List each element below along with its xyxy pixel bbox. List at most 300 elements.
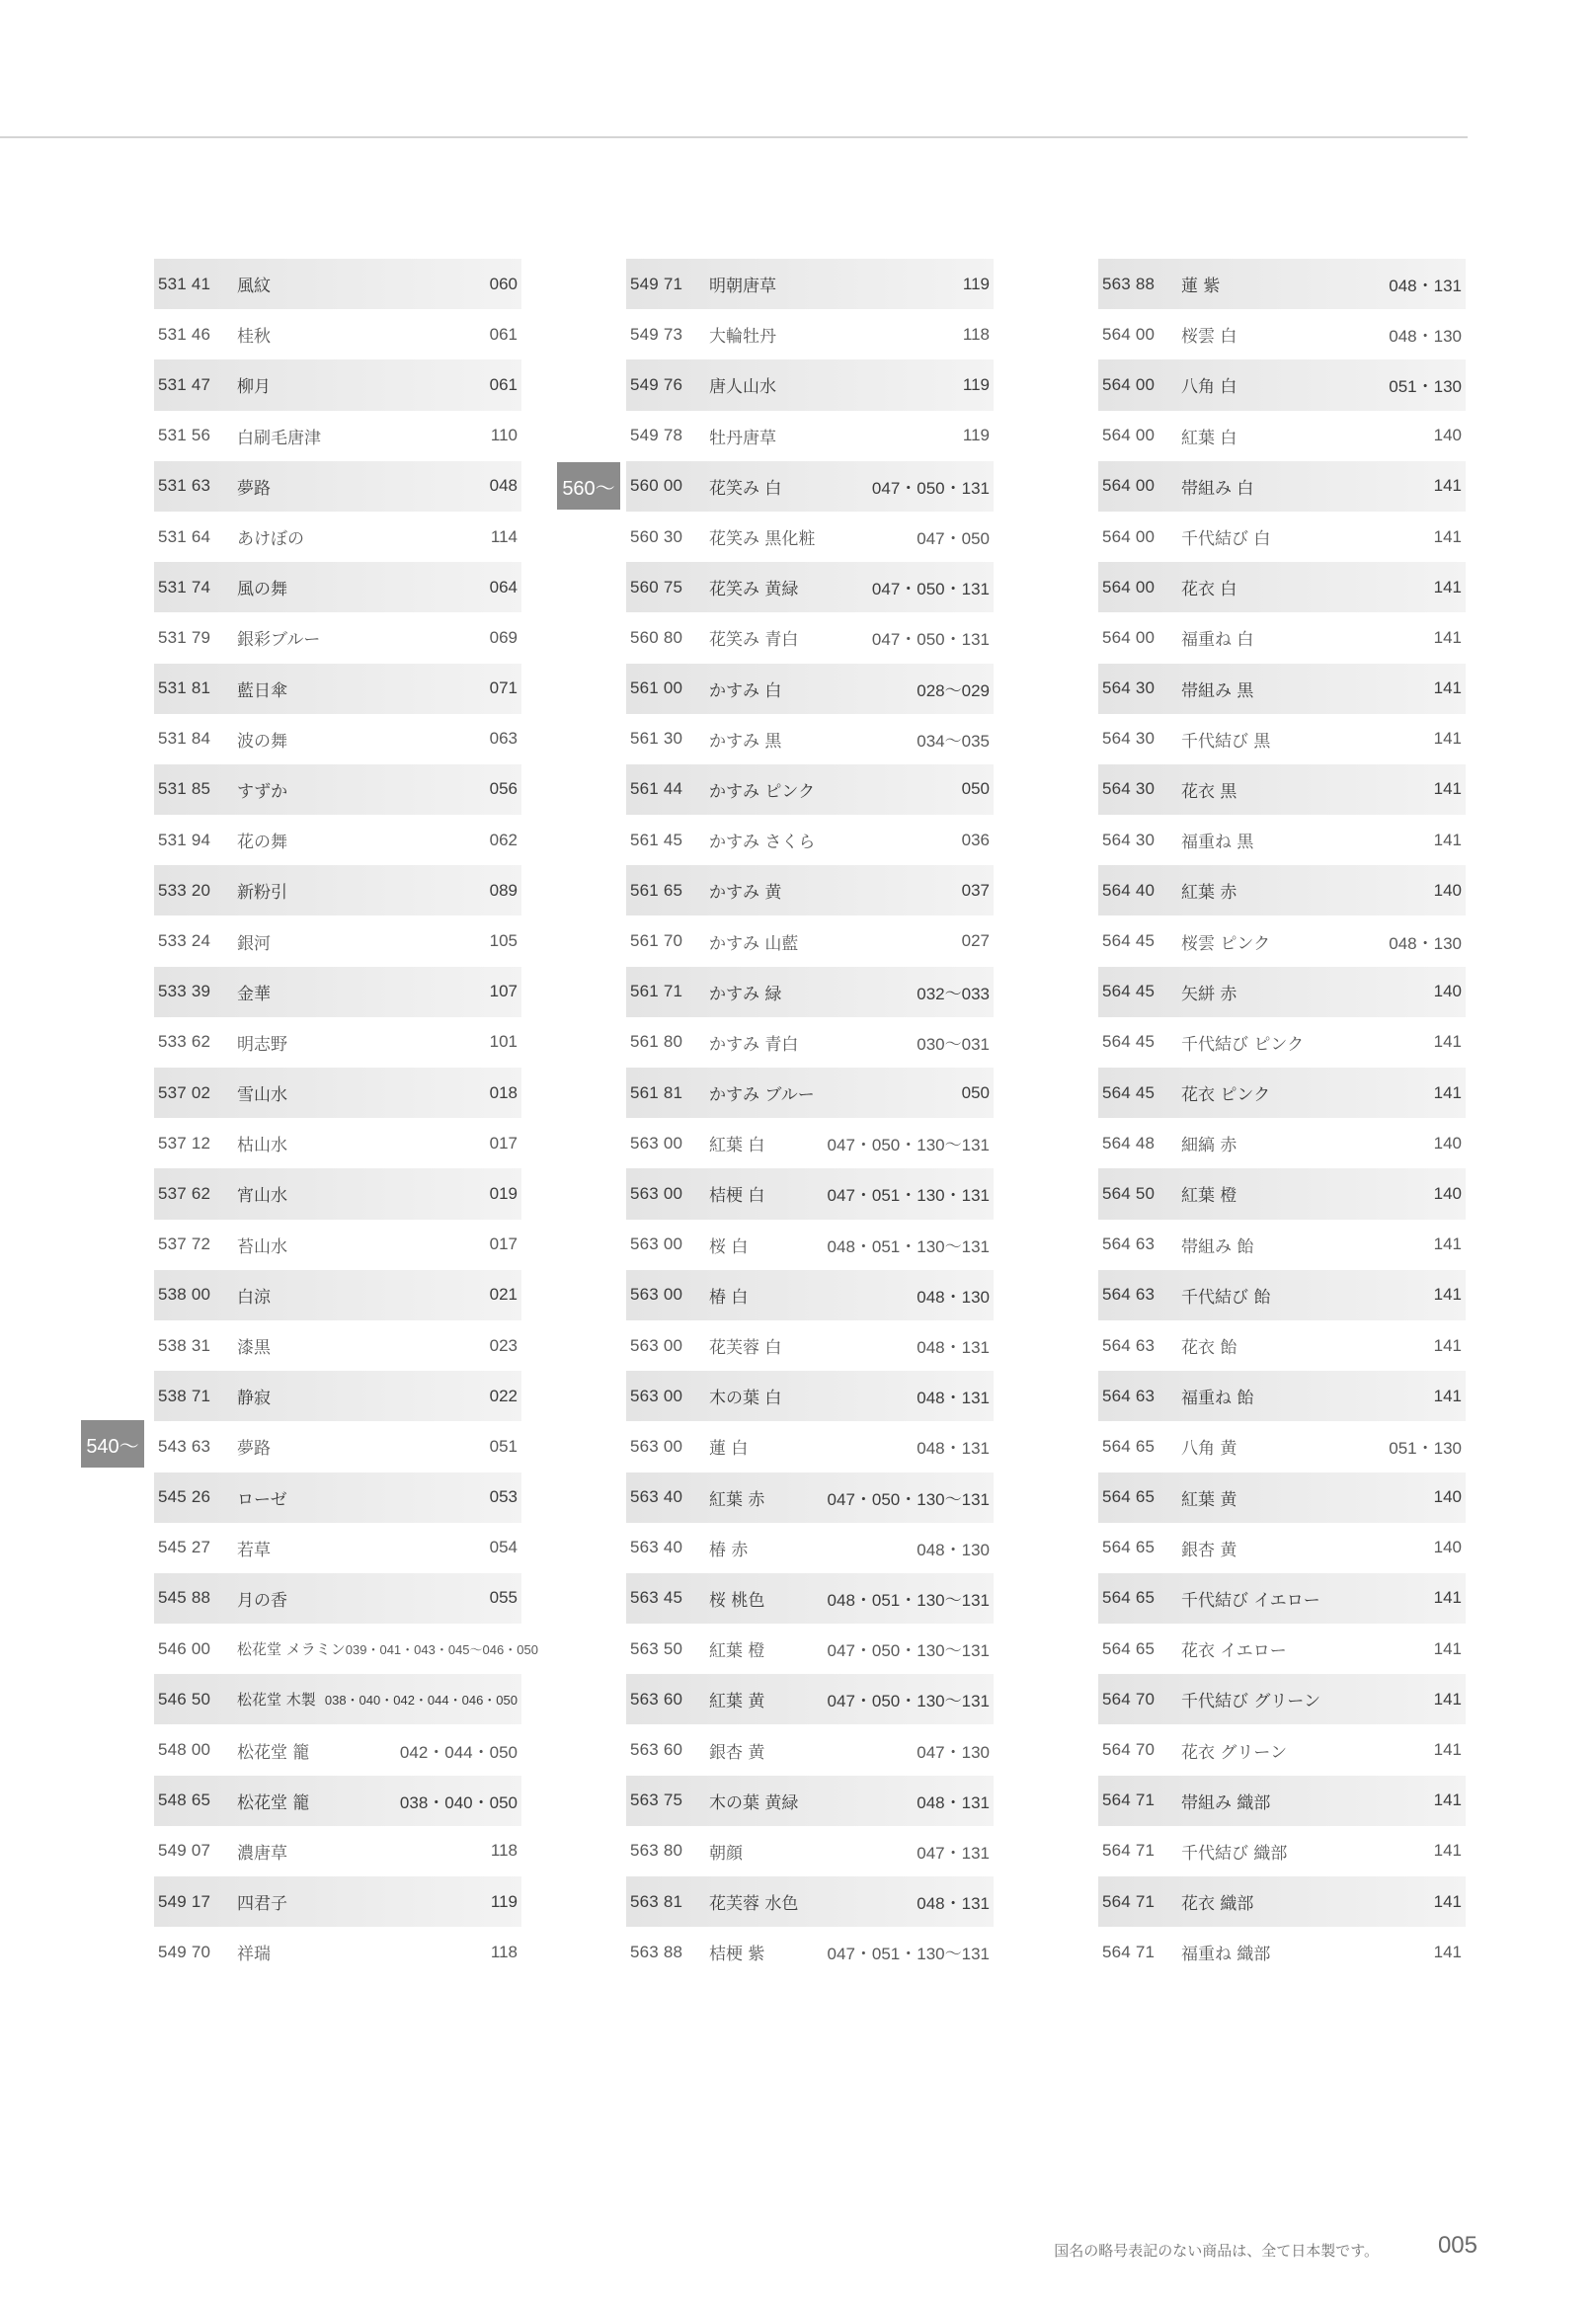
index-row (154, 1927, 521, 1977)
page-reference: 038・040・042・044・046・050 (324, 1693, 518, 1709)
index-row (626, 461, 994, 512)
page-reference: 051・130 (1389, 1439, 1462, 1459)
index-row (154, 1674, 521, 1724)
index-row (154, 259, 521, 309)
product-name: 細縞 赤 (1181, 1136, 1237, 1156)
product-name: 花芙蓉 水色 (709, 1894, 799, 1915)
product-code: 564 50 (1102, 1183, 1156, 1203)
page-reference: 047・050・130～131 (827, 1641, 990, 1661)
product-name: 千代結び 白 (1181, 529, 1271, 550)
product-code: 549 76 (630, 374, 683, 394)
product-code: 563 88 (1102, 274, 1156, 293)
page-reference: 032～033 (917, 984, 990, 1003)
product-code: 560 75 (630, 577, 683, 597)
product-code: 563 00 (630, 1234, 683, 1254)
product-code: 564 45 (1102, 982, 1156, 1001)
product-name: 八角 黄 (1181, 1439, 1237, 1460)
page-reference: 051・130 (1389, 377, 1462, 397)
page-reference: 048・130 (917, 1540, 990, 1559)
index-row (1098, 815, 1466, 865)
product-code: 531 41 (158, 274, 211, 293)
product-code: 563 00 (630, 1285, 683, 1305)
product-name: 花笑み 黒化粧 (709, 529, 816, 550)
page-reference: 063 (489, 729, 518, 749)
index-row (1098, 1826, 1466, 1876)
page-reference: 119 (490, 1891, 518, 1911)
product-name: 紅葉 白 (1181, 428, 1237, 448)
product-code: 563 00 (630, 1436, 683, 1456)
index-row (626, 1017, 994, 1068)
page-reference: 141 (1433, 830, 1462, 849)
product-code: 564 30 (1102, 678, 1156, 698)
index-row (154, 562, 521, 612)
product-name: 帯組み 黒 (1181, 680, 1254, 701)
product-code: 531 64 (158, 526, 211, 546)
product-name: かすみ 青白 (709, 1034, 799, 1055)
product-name: 千代結び 飴 (1181, 1287, 1271, 1308)
product-code: 549 78 (630, 426, 683, 445)
product-code: 563 81 (630, 1891, 683, 1911)
product-name: 花の舞 (237, 833, 287, 853)
index-row (626, 612, 994, 663)
product-name: 紅葉 赤 (1181, 883, 1237, 904)
index-row (154, 1421, 521, 1472)
product-name: かすみ 黄 (709, 883, 782, 904)
footer-note: 国名の略号表記のない商品は、全て日本製です。 (1054, 2242, 1379, 2260)
product-code: 546 00 (158, 1638, 211, 1658)
page-reference: 048・131 (917, 1439, 990, 1459)
page-reference: 048・131 (1389, 277, 1462, 296)
product-name: 八角 白 (1181, 377, 1237, 398)
page-reference: 047・050・130～131 (827, 1136, 990, 1155)
product-name: 苔山水 (237, 1236, 287, 1257)
index-row (1098, 461, 1466, 512)
product-code: 564 65 (1102, 1436, 1156, 1456)
product-name: 濃唐草 (237, 1843, 287, 1864)
index-row (626, 764, 994, 815)
page-reference: 105 (489, 931, 518, 951)
index-row (626, 815, 994, 865)
product-name: 花衣 飴 (1181, 1338, 1237, 1359)
page-reference: 110 (490, 426, 518, 445)
page-reference: 047・050・131 (871, 630, 990, 650)
index-row (1098, 714, 1466, 764)
page-reference: 017 (489, 1234, 518, 1254)
product-code: 531 81 (158, 678, 211, 698)
index-row (626, 1724, 994, 1775)
product-code: 531 74 (158, 577, 211, 597)
product-code: 545 88 (158, 1588, 211, 1608)
product-name: かすみ 黒 (709, 731, 782, 752)
product-code: 531 63 (158, 476, 211, 496)
index-column-1 (154, 259, 538, 1977)
index-row (154, 1826, 521, 1876)
product-name: すずか (237, 781, 288, 802)
page-reference: 140 (1433, 1538, 1462, 1557)
product-code: 563 00 (630, 1386, 683, 1405)
index-row (626, 1776, 994, 1826)
index-row (154, 1724, 521, 1775)
page-reference: 048・051・130～131 (827, 1590, 990, 1610)
product-code: 561 81 (630, 1082, 683, 1102)
product-code: 564 30 (1102, 779, 1156, 799)
page-reference: 141 (1433, 1588, 1462, 1608)
product-code: 563 40 (630, 1538, 683, 1557)
product-name: 椿 赤 (709, 1540, 749, 1560)
product-code: 564 45 (1102, 931, 1156, 951)
product-name: 牡丹唐草 (709, 428, 776, 448)
index-row (1098, 1270, 1466, 1320)
product-code: 564 71 (1102, 1841, 1156, 1861)
product-name: 大輪牡丹 (709, 327, 776, 348)
product-name: 紅葉 橙 (709, 1641, 765, 1662)
product-name: 柳月 (237, 377, 271, 398)
product-code: 543 63 (158, 1436, 211, 1456)
page-reference: 042・044・050 (399, 1742, 518, 1762)
product-name: 風の舞 (237, 580, 287, 600)
page-reference: 017 (489, 1133, 518, 1153)
page-reference: 101 (489, 1032, 518, 1052)
index-row (154, 664, 521, 714)
product-name: 祥瑞 (237, 1945, 271, 1965)
page-reference: 141 (1433, 1285, 1462, 1305)
product-code: 563 45 (630, 1588, 683, 1608)
product-code: 564 63 (1102, 1386, 1156, 1405)
product-name: ローゼ (237, 1489, 287, 1510)
product-code: 531 79 (158, 627, 211, 647)
index-column-2 (626, 259, 994, 1977)
product-name: 宵山水 (237, 1186, 287, 1207)
product-code: 564 40 (1102, 880, 1156, 900)
product-code: 560 00 (630, 476, 683, 496)
index-row (626, 1168, 994, 1219)
product-code: 563 60 (630, 1740, 683, 1760)
index-row (1098, 915, 1466, 966)
page-reference: 047・051・130・131 (827, 1186, 990, 1206)
page-reference: 071 (489, 678, 518, 698)
page-reference: 054 (489, 1538, 518, 1557)
product-code: 564 00 (1102, 476, 1156, 496)
product-code: 548 00 (158, 1740, 211, 1760)
page-reference: 048・130 (1389, 327, 1462, 347)
index-row (154, 915, 521, 966)
page-reference: 021 (489, 1285, 518, 1305)
page-reference: 037 (961, 880, 990, 900)
page-reference: 048 (489, 476, 518, 496)
product-name: 千代結び ピンク (1181, 1034, 1305, 1055)
product-name: 花衣 白 (1181, 580, 1237, 600)
index-row (626, 512, 994, 562)
product-name: 波の舞 (237, 731, 287, 752)
index-row (1098, 1674, 1466, 1724)
product-name: 矢絣 赤 (1181, 984, 1237, 1004)
product-code: 533 20 (158, 880, 211, 900)
index-row (1098, 1371, 1466, 1421)
page-reference: 039・041・043・045～046・050 (345, 1642, 538, 1658)
index-row (1098, 1724, 1466, 1775)
index-row (1098, 865, 1466, 915)
product-name: 桜雲 白 (1181, 327, 1237, 348)
product-code: 537 02 (158, 1082, 211, 1102)
product-code: 564 00 (1102, 426, 1156, 445)
index-row (626, 865, 994, 915)
product-code: 561 71 (630, 982, 683, 1001)
product-name: 白涼 (237, 1287, 271, 1308)
index-row (626, 1573, 994, 1624)
index-row (626, 411, 994, 461)
index-row (1098, 562, 1466, 612)
product-name: 紅葉 白 (709, 1136, 765, 1156)
index-row (626, 1068, 994, 1118)
page-reference: 141 (1433, 1891, 1462, 1911)
product-name: 千代結び グリーン (1181, 1692, 1321, 1712)
page-reference: 141 (1433, 678, 1462, 698)
product-name: 花笑み 青白 (709, 630, 799, 651)
product-name: 朝顔 (709, 1843, 743, 1864)
product-code: 563 60 (630, 1689, 683, 1709)
product-name: 松花堂 木製 (237, 1691, 316, 1710)
index-row (154, 1573, 521, 1624)
index-row (1098, 1927, 1466, 1977)
product-name: かすみ ブルー (709, 1085, 815, 1106)
page-reference: 048・130 (1389, 933, 1462, 953)
product-code: 564 48 (1102, 1133, 1156, 1153)
product-code: 564 71 (1102, 1891, 1156, 1911)
page-reference: 118 (490, 1841, 518, 1861)
product-code: 564 70 (1102, 1740, 1156, 1760)
product-code: 564 71 (1102, 1942, 1156, 1961)
index-row (154, 612, 521, 663)
product-name: 椿 白 (709, 1287, 749, 1308)
section-tab-560: 560～ (557, 462, 620, 510)
product-name: 木の葉 白 (709, 1389, 782, 1409)
page-reference: 055 (489, 1588, 518, 1608)
product-code: 561 70 (630, 931, 683, 951)
product-name: 蓮 紫 (1181, 277, 1221, 297)
section-tab-540: 540～ (81, 1420, 144, 1468)
index-row (1098, 1523, 1466, 1573)
page-reference: 047・050 (917, 529, 990, 549)
index-row (1098, 1320, 1466, 1371)
index-row (626, 967, 994, 1017)
product-code: 561 80 (630, 1032, 683, 1052)
index-row (626, 1220, 994, 1270)
index-row (626, 1624, 994, 1674)
product-name: 紅葉 黄 (1181, 1489, 1237, 1510)
index-row (1098, 1573, 1466, 1624)
product-name: 唐人山水 (709, 377, 776, 398)
product-code: 563 00 (630, 1183, 683, 1203)
index-row (154, 967, 521, 1017)
page-reference: 048・131 (917, 1338, 990, 1358)
index-row (154, 815, 521, 865)
product-name: 福重ね 織部 (1181, 1945, 1271, 1965)
index-row (1098, 1472, 1466, 1523)
index-row (154, 1371, 521, 1421)
page-reference: 140 (1433, 1487, 1462, 1507)
page-reference: 141 (1433, 1082, 1462, 1102)
page-reference: 038・040・050 (399, 1792, 518, 1812)
page-reference: 047・130 (917, 1742, 990, 1762)
product-code: 563 75 (630, 1790, 683, 1810)
index-row (1098, 411, 1466, 461)
page-reference: 056 (489, 779, 518, 799)
product-code: 560 30 (630, 526, 683, 546)
product-name: 明朝唐草 (709, 277, 776, 297)
product-name: 風紋 (237, 277, 271, 297)
product-code: 531 47 (158, 374, 211, 394)
page-reference: 028～029 (917, 680, 990, 700)
index-row (154, 764, 521, 815)
product-code: 564 45 (1102, 1082, 1156, 1102)
product-code: 564 65 (1102, 1487, 1156, 1507)
product-code: 564 30 (1102, 729, 1156, 749)
page-reference: 118 (490, 1942, 518, 1961)
product-name: 紅葉 黄 (709, 1692, 765, 1712)
index-row (154, 1876, 521, 1927)
product-code: 537 12 (158, 1133, 211, 1153)
index-row (1098, 1776, 1466, 1826)
product-name: 帯組み 白 (1181, 478, 1254, 499)
index-row (1098, 967, 1466, 1017)
index-row (626, 1674, 994, 1724)
page-reference: 141 (1433, 476, 1462, 496)
page-reference: 141 (1433, 1638, 1462, 1658)
product-name: 福重ね 白 (1181, 630, 1254, 651)
product-name: 花笑み 白 (709, 478, 782, 499)
page-reference: 050 (961, 779, 990, 799)
index-row (626, 1421, 994, 1472)
product-name: かすみ 緑 (709, 984, 782, 1004)
index-row (154, 309, 521, 359)
page-number: 005 (1437, 2232, 1477, 2259)
product-code: 549 71 (630, 274, 683, 293)
index-row (1098, 512, 1466, 562)
page-reference: 047・050・130～131 (827, 1692, 990, 1711)
product-code: 538 31 (158, 1335, 211, 1355)
index-row (1098, 1220, 1466, 1270)
index-row (154, 1220, 521, 1270)
product-code: 564 00 (1102, 577, 1156, 597)
product-name: 福重ね 飴 (1181, 1389, 1254, 1409)
index-row (626, 1371, 994, 1421)
product-code: 548 65 (158, 1790, 211, 1810)
product-code: 531 56 (158, 426, 211, 445)
page-reference: 030～031 (917, 1034, 990, 1054)
page-reference: 050 (961, 1082, 990, 1102)
product-code: 564 65 (1102, 1638, 1156, 1658)
index-row (626, 1472, 994, 1523)
page-reference: 061 (489, 324, 518, 344)
product-code: 549 07 (158, 1841, 211, 1861)
product-name: 帯組み 飴 (1181, 1236, 1254, 1257)
product-code: 531 94 (158, 830, 211, 849)
index-row (626, 309, 994, 359)
product-name: 千代結び 織部 (1181, 1843, 1288, 1864)
product-name: 新粉引 (237, 883, 287, 904)
product-code: 561 65 (630, 880, 683, 900)
page-reference: 047・050・130～131 (827, 1489, 990, 1509)
page-reference: 141 (1433, 1032, 1462, 1052)
page-reference: 053 (489, 1487, 518, 1507)
page-reference: 140 (1433, 426, 1462, 445)
index-row (154, 1472, 521, 1523)
product-name: 桔梗 紫 (709, 1945, 765, 1965)
page-reference: 047・050・131 (871, 580, 990, 599)
page-reference: 119 (962, 374, 990, 394)
product-name: 銀彩ブルー (237, 630, 321, 651)
page-reference: 118 (962, 324, 990, 344)
page-reference: 036 (961, 830, 990, 849)
index-row (626, 1320, 994, 1371)
product-name: 花笑み 黄緑 (709, 580, 799, 600)
index-row (154, 1523, 521, 1573)
index-row (626, 915, 994, 966)
index-row (626, 664, 994, 714)
index-row (154, 512, 521, 562)
product-name: 夢路 (237, 1439, 271, 1460)
product-code: 531 46 (158, 324, 211, 344)
product-name: 紅葉 橙 (1181, 1186, 1237, 1207)
product-name: 花衣 イエロー (1181, 1641, 1287, 1662)
product-code: 538 71 (158, 1386, 211, 1405)
product-code: 549 73 (630, 324, 683, 344)
product-code: 533 24 (158, 931, 211, 951)
page-reference: 140 (1433, 1133, 1462, 1153)
product-name: 松花堂 メラミン (237, 1640, 346, 1659)
page-reference: 141 (1433, 1689, 1462, 1709)
page-reference: 141 (1433, 1386, 1462, 1405)
page-reference: 141 (1433, 729, 1462, 749)
product-code: 563 00 (630, 1133, 683, 1153)
page-reference: 141 (1433, 1841, 1462, 1861)
page-reference: 141 (1433, 1740, 1462, 1760)
page-reference: 141 (1433, 577, 1462, 597)
product-code: 546 50 (158, 1689, 211, 1709)
index-row (1098, 1624, 1466, 1674)
index-row (1098, 309, 1466, 359)
page-reference: 119 (962, 274, 990, 293)
index-row (1098, 259, 1466, 309)
product-name: 桜 白 (709, 1236, 749, 1257)
index-row (1098, 764, 1466, 815)
product-code: 564 71 (1102, 1790, 1156, 1810)
product-name: 月の香 (237, 1590, 287, 1611)
page-reference: 140 (1433, 1183, 1462, 1203)
product-name: 銀杏 黄 (709, 1742, 765, 1763)
index-row (1098, 664, 1466, 714)
product-name: あけぼの (237, 529, 304, 550)
index-row (626, 1118, 994, 1168)
product-name: かすみ さくら (709, 833, 816, 853)
product-code: 564 63 (1102, 1285, 1156, 1305)
product-code: 533 39 (158, 982, 211, 1001)
product-code: 564 00 (1102, 526, 1156, 546)
page-reference: 048・051・130～131 (827, 1236, 990, 1256)
page-reference: 141 (1433, 627, 1462, 647)
page-reference: 114 (490, 526, 518, 546)
index-row (154, 1776, 521, 1826)
page-reference: 051 (489, 1436, 518, 1456)
product-name: 夢路 (237, 478, 271, 499)
index-row (626, 1523, 994, 1573)
page-reference: 141 (1433, 1234, 1462, 1254)
product-name: 銀杏 黄 (1181, 1540, 1237, 1560)
product-code: 564 63 (1102, 1335, 1156, 1355)
index-row (626, 259, 994, 309)
product-name: 千代結び 黒 (1181, 731, 1271, 752)
page-reference: 069 (489, 627, 518, 647)
